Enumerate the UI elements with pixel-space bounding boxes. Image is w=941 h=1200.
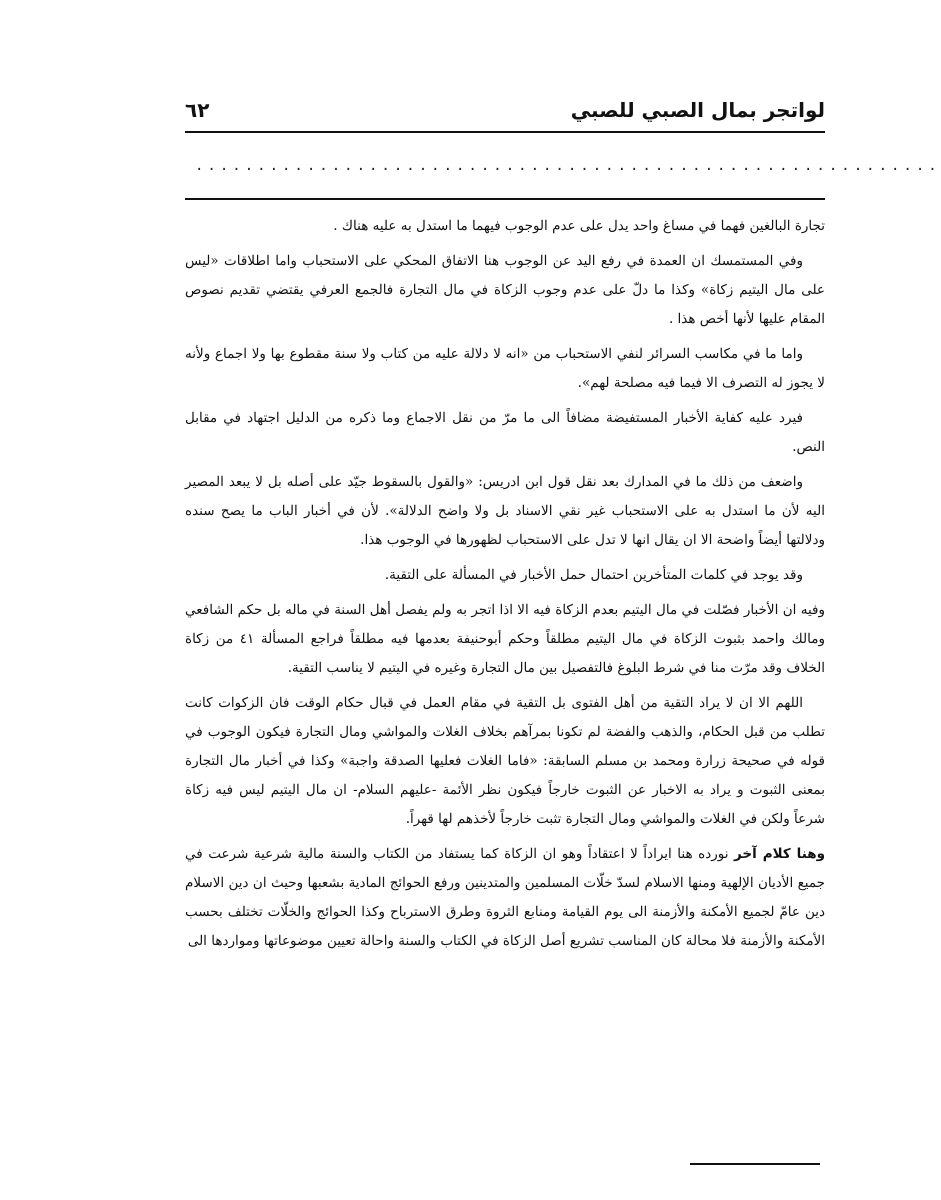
paragraph-8: اللهم الا ان لا يراد التقية من أهل الفتوى بل التقية في مقام العمل في قبال حكام الوقت فان الزكوات كانت تطلب من قبل الحكام، والذهب والفضة لم تكونا بمرآهم بخلاف الغلات والمواشي ومال التجارة فيكون الوجوب في قوله في صحيحة زرارة ومحمد بن مسلم السابقة: «فاما الغلات فعليها الصدقة واجبة» وكذا في أخبار مال التجارة بمعنى الثبوت و يراد به الاخبار عن الثبوت خارجاً فيكون نظر الأئمة -عليهم السلام- ان مال اليتيم ليس فيه زكاة شرعاً ولكن في الغلات والمواشي ومال التجارة تثبت خارجاً لأخذهم لها قهراً. [185,695,825,827]
paragraph-lead: وهنا كلام آخر [734,846,826,862]
footnote-separator-rule [185,198,825,200]
paragraph-4: فيرد عليه كفاية الأخبار المستفيضة مضافاً الى ما مرّ من نقل الاجماع وما ذكره من الدليل اجتهاد في مقابل النص. [185,410,825,455]
running-title: لواتجر بمال الصبي للصبي [570,98,825,122]
paragraph-6: وقد يوجد في كلمات المتأخرين احتمال حمل الأخبار في المسألة على التقية. [384,567,803,583]
footer-rule [690,1163,820,1165]
paragraph-3: واما ما في مكاسب السرائر لنفي الاستحباب من «انه لا دلالة عليه من كتاب ولا سنة مقطوع بها ولا اجماع ولأنه لا يجوز له التصرف الا فيما فيه مصلحة لهم». [185,346,825,391]
paragraph-5: واضعف من ذلك ما في المدارك بعد نقل قول ابن ادريس: «والقول بالسقوط جيّد على أصله بل لا يبعد المصير اليه لأن ما استدل به على الاستحباب غير نقي الاسناد بل ولا واضح الدلالة». لأن في أخبار الباب ما يصح سنده ودلالتها أيضاً واضحة الا ان يقال انها لا تدل على الاستحباب لظهورها في الوجوب هذا. [185,474,825,548]
paragraph-9-text: نورده هنا ايراداً لا اعتقاداً وهو ان الزكاة كما يستفاد من الكتاب والسنة مالية شرعية شرعت في جميع الأديان الإلهية ومنها الاسلام لسدّ خلّات المسلمين والمتدينين ورفع الحوائج المادية بشعبها وحيث ان دين الاسلام دين عامّ لجميع الأمكنة والأزمنة الى يوم القيامة ومنابع الثروة وطرق الاسترباح وكذا الحوائج والخلّات تختلف بحسب الأمكنة والأزمنة فلا محالة كان المناسب تشريع أصل الزكاة في الكتاب والسنة واحالة تعيين موضوعاتها ومواردها الى [185,846,825,949]
dotted-separator: ............................................................ [195,158,941,174]
paragraph-9 [185,840,825,956]
paragraph-7: وفيه ان الأخبار فصّلت في مال اليتيم بعدم الزكاة فيه الا اذا اتجر به ولم يفصل أهل السنة في ماله بل حكم الشافعي ومالك واحمد بثبوت الزكاة في مال اليتيم مطلقاً وحكم أبوحنيفة بعدمها فيه مطلقاً فراجع المسألة ٤١ من زكاة الخلاف وقد مرّت منا في شرط البلوغ فالتفصيل بين مال التجارة وغيره في اليتيم لا يناسب التقية. [185,602,826,676]
page-header [185,96,825,130]
paragraph-1: تجارة البالغين فهما في مساغ واحد يدل على عدم الوجوب فيهما ما استدل به عليه هناك . [333,218,825,234]
page-number: ٦٢ [185,98,210,122]
header-rule [185,131,825,133]
paragraph-2: وفي المستمسك ان العمدة في رفع اليد عن الوجوب هنا الاتفاق المحكي على الاستحباب واما اطلاقات «ليس على مال اليتيم زكاة» وكذا ما دلّ على عدم وجوب الزكاة في مال التجارة فالجمع العرفي يقتضي تقديم نصوص المقام عليها لأنها أخص هذا . [185,253,825,327]
body-text [185,212,825,962]
